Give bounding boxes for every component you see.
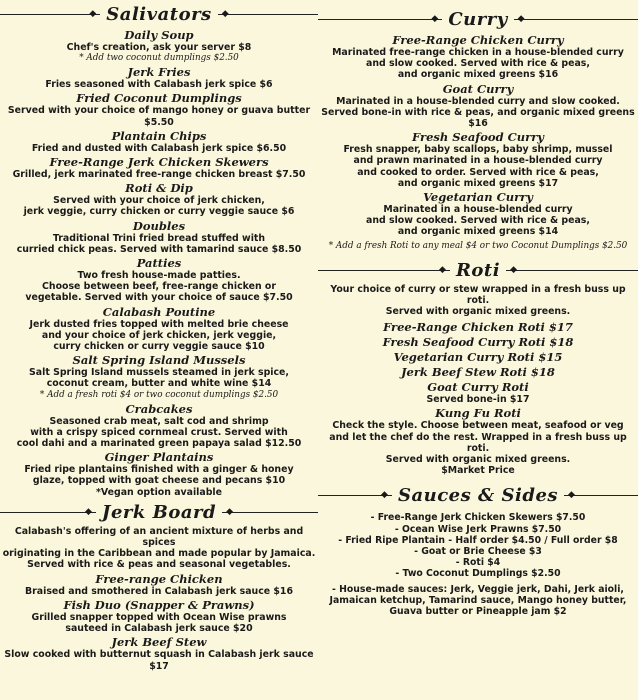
banner-rule-left bbox=[0, 512, 96, 513]
right-column bbox=[318, 0, 638, 617]
menu-item-name: Calabash Poutine bbox=[102, 304, 216, 319]
side-item: - Free-Range Jerk Chicken Skewers $7.50 bbox=[370, 512, 586, 524]
side-item: - Two Coconut Dumplings $2.50 bbox=[395, 568, 561, 580]
menu-item-name: Crabcakes bbox=[125, 401, 193, 416]
menu-item-description: Chef's creation, ask your server $8 bbox=[66, 42, 252, 53]
side-item: - Fried Ripe Plantain - Half order $4.50 / Full order $8 bbox=[338, 534, 618, 546]
menu-item-name: Salt Spring Island Mussels bbox=[72, 353, 246, 368]
menu-item-name: Fresh Seafood Curry bbox=[412, 130, 544, 145]
menu-item bbox=[0, 572, 318, 597]
menu-item-description: Grilled, jerk marinated free-range chicken breast $7.50 bbox=[12, 169, 306, 181]
menu-item-description: Marinated free-range chicken in a house-blended curry and slow cooked. Served with rice & peas, and organic mixed greens $16 bbox=[332, 47, 624, 81]
roti-banner bbox=[318, 258, 638, 284]
menu-item-name: Free-range Chicken bbox=[95, 571, 223, 586]
sauces-banner bbox=[318, 482, 638, 508]
section-title-salivators: Salivators bbox=[106, 3, 212, 25]
sauces-list bbox=[318, 512, 638, 579]
menu-item-name: Free-Range Jerk Chicken Skewers bbox=[49, 155, 269, 170]
menu-item-name: Daily Soup bbox=[124, 28, 194, 42]
menu-item-name: Ginger Plantains bbox=[104, 450, 214, 465]
menu-item-description: Marinated in a house-blended curry and slow cooked. Served with rice & peas, and organic mixed greens $14 bbox=[366, 204, 590, 238]
banner-rule-left bbox=[0, 14, 100, 15]
menu-item-name: Goat Curry Roti bbox=[427, 380, 529, 395]
roti-list bbox=[318, 320, 638, 476]
menu-item bbox=[0, 450, 318, 498]
menu-item-name: Kung Fu Roti bbox=[435, 406, 521, 421]
menu-item-name: Jerk Beef Stew bbox=[111, 635, 207, 650]
menu-item-description: Grilled snapper topped with Ocean Wise prawns sauteed in Calabash jerk sauce $20 bbox=[31, 611, 287, 635]
menu-item-description: Served with your choice of mango honey or guava butter $5.50 bbox=[7, 105, 311, 128]
jerk-board-intro: Calabash's offering of an ancient mixture of herbs and spices originating in the Caribbean and made popular by Jamaica. Served with rice & peas and seasonal vegetables. bbox=[2, 525, 316, 571]
menu-item-description: Fries seasoned with Calabash jerk spice $6 bbox=[45, 79, 273, 91]
menu-item-name: Fish Duo (Snapper & Prawns) bbox=[63, 597, 255, 612]
banner-rule-left bbox=[318, 270, 450, 271]
house-sauces: - House-made sauces: Jerk, Veggie jerk, Dahi, Jerk aioli, Jamaican ketchup, Tamarind sauce, Mango honey butter, Guava butter or Pineapple jam $2 bbox=[329, 583, 627, 618]
banner-rule-right bbox=[222, 512, 318, 513]
menu-item-name: Roti & Dip bbox=[125, 181, 193, 196]
section-title-sauces-sides: Sauces & Sides bbox=[397, 484, 559, 506]
menu-item-name: Jerk Fries bbox=[127, 65, 191, 80]
menu-item bbox=[0, 181, 318, 217]
menu-item bbox=[0, 155, 318, 180]
menu-item bbox=[0, 65, 318, 90]
menu-item-note: * Add two coconut dumplings $2.50 bbox=[79, 53, 239, 64]
menu-item-description: Traditional Trini fried bread stuffed with curried chick peas. Served with tamarind sauce $8.50 bbox=[16, 232, 302, 255]
menu-item-name: Fried Coconut Dumplings bbox=[76, 91, 242, 106]
jerk-board-banner bbox=[0, 500, 318, 526]
jerk-board-list bbox=[0, 572, 318, 672]
section-title-jerk-board: Jerk Board bbox=[101, 502, 217, 524]
menu-item-description: Fresh snapper, baby scallops, baby shrimp, mussel and prawn marinated in a house-blended curry and cooked to order. Served with rice & peas, and organic mixed greens $17 bbox=[343, 144, 613, 189]
menu-item bbox=[318, 320, 638, 334]
menu-item-name: Vegetarian Curry Roti $15 bbox=[393, 350, 563, 365]
menu-item-name: Jerk Beef Stew Roti $18 bbox=[401, 365, 555, 380]
banner-rule-left bbox=[318, 495, 392, 496]
menu-item bbox=[0, 219, 318, 255]
menu-item bbox=[318, 130, 638, 189]
menu-item-description: Served with your choice of jerk chicken, jerk veggie, curry chicken or curry veggie sauce $6 bbox=[23, 195, 295, 218]
menu-item-description: Fried and dusted with Calabash jerk spice $6.50 bbox=[31, 142, 287, 154]
menu-item bbox=[0, 91, 318, 127]
menu-item-description: Two fresh house-made patties. Choose between beef, free-range chicken or vegetable. Served with your choice of sauce $7.50 bbox=[25, 270, 293, 304]
menu-item bbox=[318, 82, 638, 130]
menu-item-description: Marinated in a house-blended curry and slow cooked. Served bone-in with rice & peas, and organic mixed greens $16 bbox=[321, 95, 635, 130]
menu-item bbox=[318, 380, 638, 405]
menu-item-note: * Add a fresh roti $4 or two coconut dumplings $2.50 bbox=[39, 389, 279, 400]
menu-item-name: Goat Curry bbox=[442, 81, 514, 96]
menu-item bbox=[318, 365, 638, 379]
salivators-banner bbox=[0, 1, 318, 27]
menu-item bbox=[318, 406, 638, 476]
banner-rule-right bbox=[506, 270, 638, 271]
menu-item-name: Doubles bbox=[132, 218, 186, 233]
menu-item-description: Seasoned crab meat, salt cod and shrimp with a crispy spiced cornmeal crust. Served with cool dahi and a marinated green papaya salad $12.50 bbox=[16, 415, 302, 450]
menu-item-name: Plantain Chips bbox=[111, 128, 207, 143]
menu-item bbox=[0, 28, 318, 64]
side-item: - Ocean Wise Jerk Prawns $7.50 bbox=[394, 523, 562, 535]
curry-banner bbox=[318, 6, 638, 32]
menu-item-name: Fresh Seafood Curry Roti $18 bbox=[382, 335, 574, 350]
menu-item bbox=[0, 353, 318, 400]
section-title-roti: Roti bbox=[455, 260, 501, 282]
menu-item-name: Patties bbox=[136, 256, 182, 271]
curry-note: * Add a fresh Roti to any meal $4 or two Coconut Dumplings $2.50 bbox=[328, 240, 628, 251]
salivators-list bbox=[0, 28, 318, 498]
menu-item bbox=[0, 129, 318, 154]
menu-item-description: Fried ripe plantains finished with a ginger & honey glaze, topped with goat cheese and pecans $10 *Vegan option available bbox=[24, 464, 294, 498]
menu-item-description: Salt Spring Island mussels steamed in jerk spice, coconut cream, butter and white wine $14 bbox=[29, 367, 289, 390]
menu-item bbox=[0, 256, 318, 304]
banner-rule-right bbox=[514, 19, 638, 20]
banner-rule-right bbox=[564, 495, 638, 496]
menu-item-name: Vegetarian Curry bbox=[423, 190, 533, 205]
side-item: - Goat or Brie Cheese $3 bbox=[414, 546, 542, 558]
menu-item-name: Free-Range Chicken Curry bbox=[392, 33, 564, 47]
menu-item bbox=[0, 305, 318, 353]
section-title-curry: Curry bbox=[448, 8, 508, 30]
menu-item bbox=[0, 402, 318, 450]
menu-item-description: Check the style. Choose between meat, seafood or veg and let the chef do the rest. Wrapped in a fresh buss up roti. Served with organic mixed greens. $Market Price bbox=[329, 420, 627, 477]
banner-rule-left bbox=[318, 19, 442, 20]
menu-item bbox=[0, 635, 318, 671]
menu-item-description: Braised and smothered in Calabash jerk sauce $16 bbox=[25, 585, 293, 597]
menu-item bbox=[318, 190, 638, 238]
menu-item-name: Free-Range Chicken Roti $17 bbox=[383, 320, 573, 335]
curry-list bbox=[318, 33, 638, 238]
roti-intro: Your choice of curry or stew wrapped in a fresh buss up roti. Served with organic mixed greens. bbox=[330, 283, 626, 318]
menu-item-description: Slow cooked with butternut squash in Calabash jerk sauce $17 bbox=[4, 649, 314, 672]
side-item: - Roti $4 bbox=[455, 557, 501, 569]
left-column bbox=[0, 0, 318, 672]
banner-rule-right bbox=[218, 14, 318, 15]
menu-item-description: Served bone-in $17 bbox=[426, 394, 530, 406]
menu-item bbox=[0, 598, 318, 634]
menu-item bbox=[318, 335, 638, 349]
menu-item bbox=[318, 33, 638, 81]
menu-item bbox=[318, 350, 638, 364]
menu-item-description: Jerk dusted fries topped with melted brie cheese and your choice of jerk chicken, jerk veggie, curry chicken or curry veggie sauce $10 bbox=[29, 318, 289, 353]
